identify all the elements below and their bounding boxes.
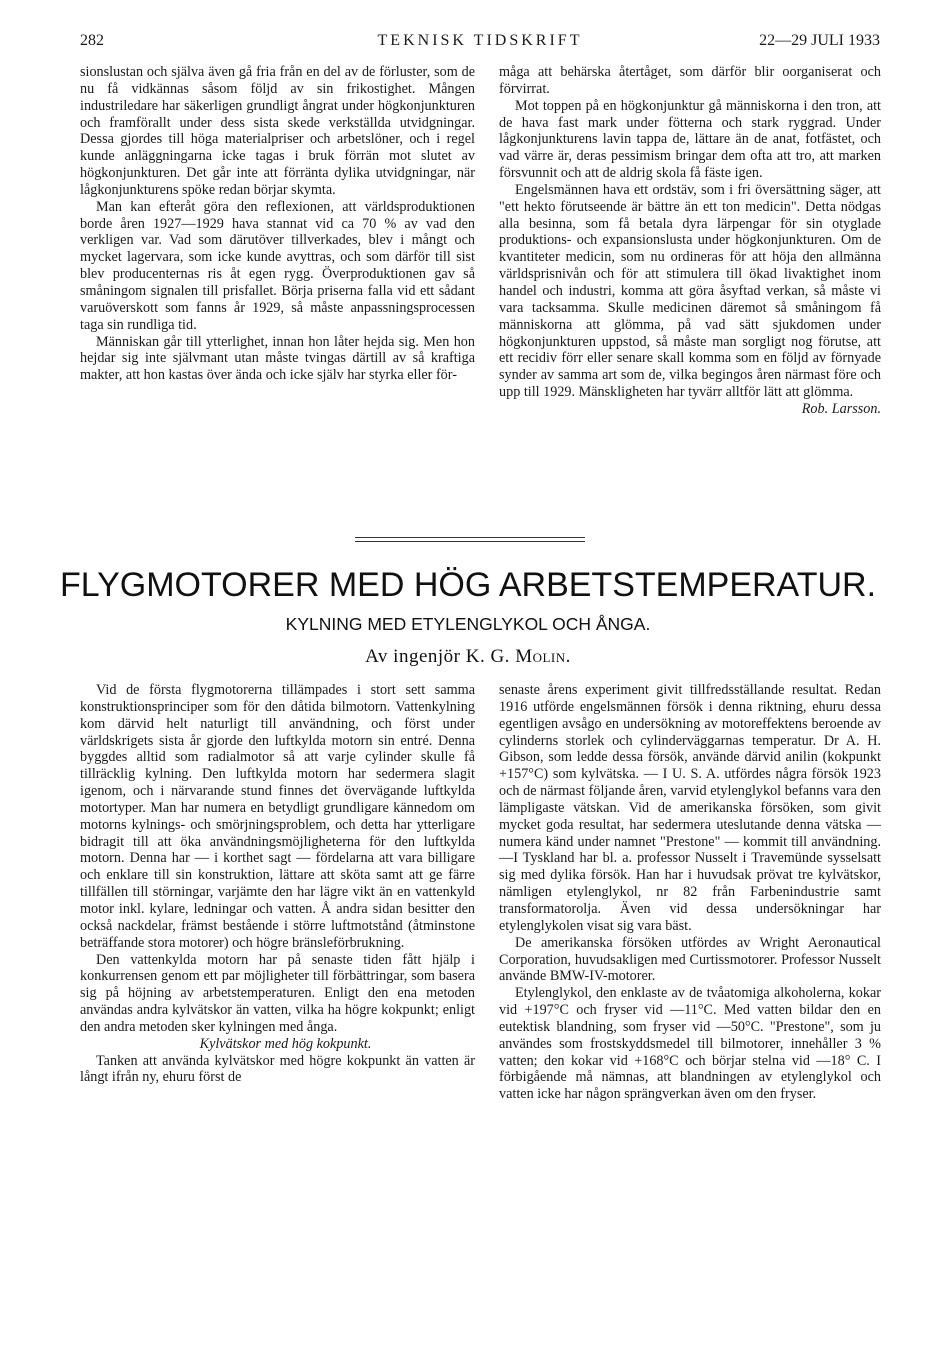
article-author <box>40 646 896 668</box>
paragraph: Man kan efteråt göra den reflexionen, att världsproduktionen borde åren 1927—1929 hava stannat vid ca 70 % av vad den verkligen var. Vad som därutöver tillverkades, blev i mångt och mycket lagervara, som icke kunde avyttras, och som därför till sist blev producenternas ris åt egen rygg. Överproduktionen gav så småningom signalen till prisfallet. Börja priserna falla vid ett sådant varuöverskott som fanns år 1929, så måste anpassningsprocessen taga sin rundliga tid. <box>80 198 475 333</box>
article-subtitle: KYLNING MED ETYLENGLYKOL OCH ÅNGA. <box>285 614 651 634</box>
previous-article-left-column <box>80 64 475 384</box>
section-heading: Kylvätskor med hög kokpunkt. <box>199 1035 372 1052</box>
journal-title: TEKNISK TIDSKRIFT <box>377 32 583 49</box>
author-name: Molin. <box>515 646 571 667</box>
paragraph: Den vattenkylda motorn har på senaste tiden fått hjälp i konkurrensen genom ett par möjligheter till förbättringar, som basera sig på höjning av arbetstemperaturen. Enligt den ena metoden användas andra kylvätskor än vatten, vilka ha högre kokpunkt; enligt den andra metoden sker kylningen med ånga. <box>80 951 475 1035</box>
paragraph: sionslustan och själva även gå fria från en del av de förluster, som de nu få vidkännas såsom följd av sin frikostighet. Mången industriledare har säkerligen grundligt ångrat under högkonjunkturen och framförallt under dess sista skede verkställda utvidgningar. Dessa gjordes till höga materialpriser och arbetslöner, och i regel kunde anläggningarna icke tagas i bruk förrän mot slutet av högkonjunkturen. Det går inte att förränta dylika utvidgningar, när lågkonjunkturens spöke redan börjar skymta. <box>80 64 475 198</box>
paragraph-with-signature <box>499 181 881 417</box>
paragraph: måga att behärska återtåget, som därför blir oorganiserat och förvirrat. <box>499 64 881 97</box>
paragraph: Tanken att använda kylvätskor med högre kokpunkt än vatten är långt ifrån ny, ehuru först de <box>80 1052 475 1086</box>
paragraph: Etylenglykol, den enklaste av de tvåatomiga alkoholerna, kokar vid +197°C och fryser vid —11°C. Med vatten bildar den en eutektisk blandning, som fryser vid —50°C. "Prestone", som ju användes som frostskyddsmedel till bilmotorer, innehåller 3 % vatten; den kokar vid +168°C och börjar stelna vid —18° C. I förbigående må nämnas, att blandningen av etylenglykol och vatten icke har någon sprängverkan även om den fryser. <box>499 985 881 1103</box>
paragraph: Människan går till ytterlighet, innan hon låter hejda sig. Men hon hejdar sig inte självmant utan måste tvingas därtill av så kraftiga makter, att hon kastas över ända och icke själv har styrka eller för- <box>80 333 475 384</box>
paragraph: senaste årens experiment givit tillfredsställande resultat. Redan 1916 utförde engelsmännen försök i denna riktning, ehuru dessa egentligen avsågo en undersökning av motoreffektens beroende av cylinderns storlek och cylinderväggarnas temperatur. Dr A. H. Gibson, som ledde dessa försök, använde därvid anilin (kokpunkt +157°C) som kylvätska. — I U. S. A. utfördes några försök 1923 och de närmast följande åren, varvid etylenglykol befanns vara den lämpligaste vätskan. Vid de amerikanska försöken, som givit mycket goda resultat, har sedermera uteslutande denna vätska — numera känd under namnet "Prestone" — kommit till användning. —I Tyskland har bl. a. professor Nusselt i Travemünde sysselsatt sig med dylika försök. Han har i huvudsak prövat tre kylvätskor, nämligen etylenglykol, nr 82 från Farbenindustrie samt transformatorolja. Även vid dessa undersökningar har etylenglykolen visat sig vara bäst. <box>499 682 881 934</box>
paragraph: De amerikanska försöken utfördes av Wright Aeronautical Corporation, huvudsakligen med Curtissmotorer. Professor Nusselt använde BMW-IV-motorer. <box>499 934 881 985</box>
author-signature: Rob. Larsson. <box>801 400 881 417</box>
article-right-column <box>499 682 881 1103</box>
article-title: FLYGMOTORER MED HÖG ARBETSTEMPERATUR. <box>59 566 877 604</box>
article-left-column <box>80 682 475 1086</box>
paragraph-text: Engelsmännen hava ett ordstäv, som i fri översättning säger, att "ett hekto förutseende är bättre än ett ton medicin". Detta nödgas alla besinna, som få betala dyra lärpengar för sin otyglade produktions- och expansionslusta under högkonjunkturen. Om de kvantiteter medicin, som nu ordineras för att höja den allmänna världsprisnivån och för att stimulera till ökad livaktighet inom handel och industri, komma att göra åsyftad verkan, så måste vi vara tacksamma. Skulle medicinen däremot så småningom få människorna att glömma, på vad sätt sjukdomen under högkonjunkturen uppstod, så måste man sorgligt nog förutse, att ett recidiv förr eller senare skall komma som en följd av förnyade synder av samma art som de, vilka begingos åren närmast före och upp till 1929. Mänskligheten har tyvärr alltför lätt att glömma. <box>499 181 881 401</box>
paragraph: Vid de första flygmotorerna tillämpades i stort sett samma konstruktionsprinciper som för den dåtida bilmotorn. Vattenkylning kom därvid helt naturligt till användning, och först under världskrigets sista år gjorde den luftkylda motorn sin entré. Denna byggdes alltid som radialmotor så att varje cylinder skulle få tillräcklig kylning. Den luftkylda motorn har sedermera slagit igenom, och i närvarande stund finnes det övervägande luftkylda motortyper. Man har numera en betydligt grundligare kännedom om motorns kylnings- och smörjningsproblem, och detta har ytterligare bidragit till att öka användningsmöjligheterna för den luftkylda motorn. Denna har — i korthet sagt — fördelarna att vara billigare och enklare till sin konstruktion, lättare att sköta samt att ge färre tillfällen till störningar, varjämte den har lägre vikt än en vattenkyld motor inkl. kylare, ledningar och vatten. Å andra sidan besitter den också nackdelar, främst bestående i större luftmotstånd (åtminstone beträffande stora motorer) och högre bränsleförbrukning. <box>80 682 475 951</box>
separator-rule <box>355 537 585 538</box>
page-header <box>80 32 880 54</box>
paragraph: Mot toppen på en högkonjunktur gå människorna i den tron, att de hava fast mark under fötterna och stark ryggrad. Under lågkonjunkturens lavin tappa de, lättare än de anat, fotfästet, och vad värre är, deras pessimism bringar dem ofta att tro, att marken försvunnit och att de aldrig skola få fäste igen. <box>499 97 881 182</box>
previous-article-right-column <box>499 64 881 418</box>
issue-date: 22—29 JULI 1933 <box>759 32 880 49</box>
separator-rule <box>355 541 585 542</box>
page-number: 282 <box>80 32 104 49</box>
author-prefix: Av ingenjör K. G. <box>365 646 510 667</box>
